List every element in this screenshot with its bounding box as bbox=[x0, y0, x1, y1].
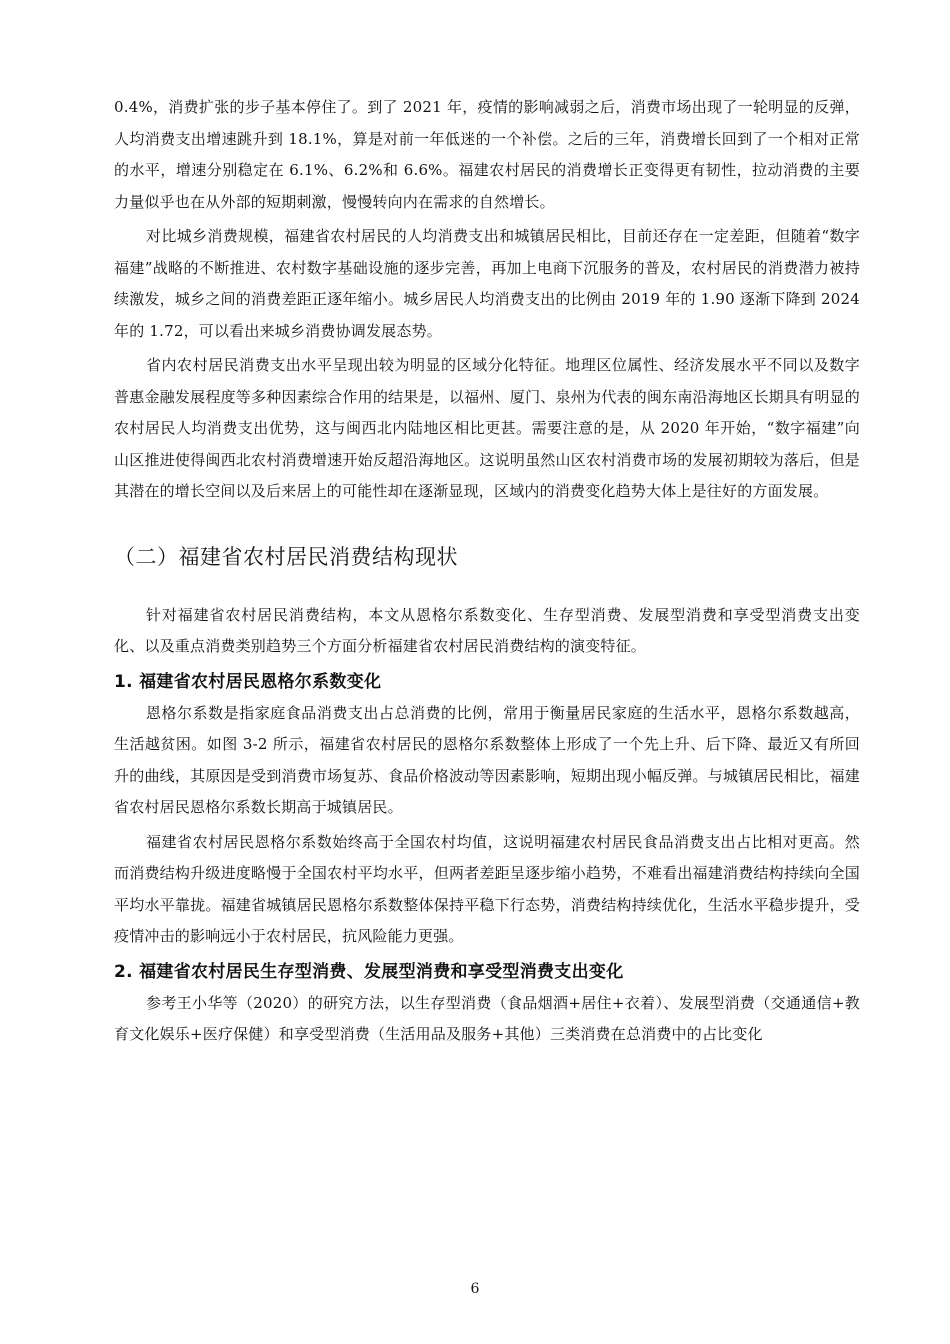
paragraph-consumption-types-method: 参考王小华等（2020）的研究方法，以生存型消费（食品烟酒+居住+衣着）、发展型消费（交通通信+教育文化娱乐+医疗保健）和享受型消费（生活用品及服务+其他）三类消费在总消费中的占比变化 bbox=[114, 993, 860, 1043]
subheading-consumption-types: 2. 福建省农村居民生存型消费、发展型消费和享受型消费支出变化 bbox=[114, 961, 624, 982]
paragraph-regional-differences: 省内农村居民消费支出水平呈现出较为明显的区域分化特征。地理区位属性、经济发展水平不同以及数字普惠金融发展程度等多种因素综合作用的结果是，以福州、厦门、泉州为代表的闽东南沿海地区长期具有明显的农村居民人均消费支出优势，这与闽西北内陆地区相比更甚。需要注意的是，从 2020 年开始，“数字福建”向山区推进使得闽西北农村消费增速开始反超沿海地区。这说明虽然山区农村消费市场的发展初期较为落后，但是其潜在的增长空间以及后来居上的可能性却在逐渐显现，区域内的消费变化趋势大体上是往好的方面发展。 bbox=[114, 356, 860, 500]
page-body bbox=[114, 92, 860, 1051]
page-number: 6 bbox=[470, 1281, 480, 1297]
paragraph-urban-rural-comparison: 对比城乡消费规模，福建省农村居民的人均消费支出和城镇居民相比，目前还存在一定差距，但随着“数字福建”战略的不断推进、农村数字基础设施的逐步完善，再加上电商下沉服务的普及，农村居民的消费潜力被持续激发，城乡之间的消费差距正逐年缩小。城乡居民人均消费支出的比例由 2019 年的 1.90 逐渐下降到 2024 年的 1.72，可以看出来城乡消费协调发展态势。 bbox=[114, 227, 860, 340]
subheading-engel-coefficient: 1. 福建省农村居民恩格尔系数变化 bbox=[114, 671, 382, 692]
section-heading-consumption-structure: （二）福建省农村居民消费结构现状 bbox=[114, 544, 458, 569]
paragraph-consumption-growth: 0.4%，消费扩张的步子基本停住了。到了 2021 年，疫情的影响减弱之后，消费市场出现了一轮明显的反弹，人均消费支出增速跳升到 18.1%，算是对前一年低迷的一个补偿。之后的三年，消费增长回到了一个相对正常的水平，增速分别稳定在 6.1%、6.2%和 6.6%。福建农村居民的消费增长正变得更有韧性，拉动消费的主要力量似乎也在从外部的短期刺激，慢慢转向内在需求的自然增长。 bbox=[114, 98, 860, 211]
paragraph-engel-comparison: 福建省农村居民恩格尔系数始终高于全国农村均值，这说明福建农村居民食品消费支出占比相对更高。然而消费结构升级进度略慢于全国农村平均水平，但两者差距呈逐步缩小趋势，不难看出福建消费结构持续向全国平均水平靠拢。福建省城镇居民恩格尔系数整体保持平稳下行态势，消费结构持续优化，生活水平稳步提升，受疫情冲击的影响远小于农村居民，抗风险能力更强。 bbox=[114, 832, 860, 945]
paragraph-structure-intro: 针对福建省农村居民消费结构，本文从恩格尔系数变化、生存型消费、发展型消费和享受型消费支出变化、以及重点消费类别趋势三个方面分析福建省农村居民消费结构的演变特征。 bbox=[114, 605, 860, 655]
paragraph-engel-definition: 恩格尔系数是指家庭食品消费支出占总消费的比例，常用于衡量居民家庭的生活水平，恩格尔系数越高，生活越贫困。如图 3-2 所示，福建省农村居民的恩格尔系数整体上形成了一个先上升、后下降、最近又有所回升的曲线，其原因是受到消费市场复苏、食品价格波动等因素影响，短期出现小幅反弹。与城镇居民相比，福建省农村居民恩格尔系数长期高于城镇居民。 bbox=[114, 703, 860, 816]
